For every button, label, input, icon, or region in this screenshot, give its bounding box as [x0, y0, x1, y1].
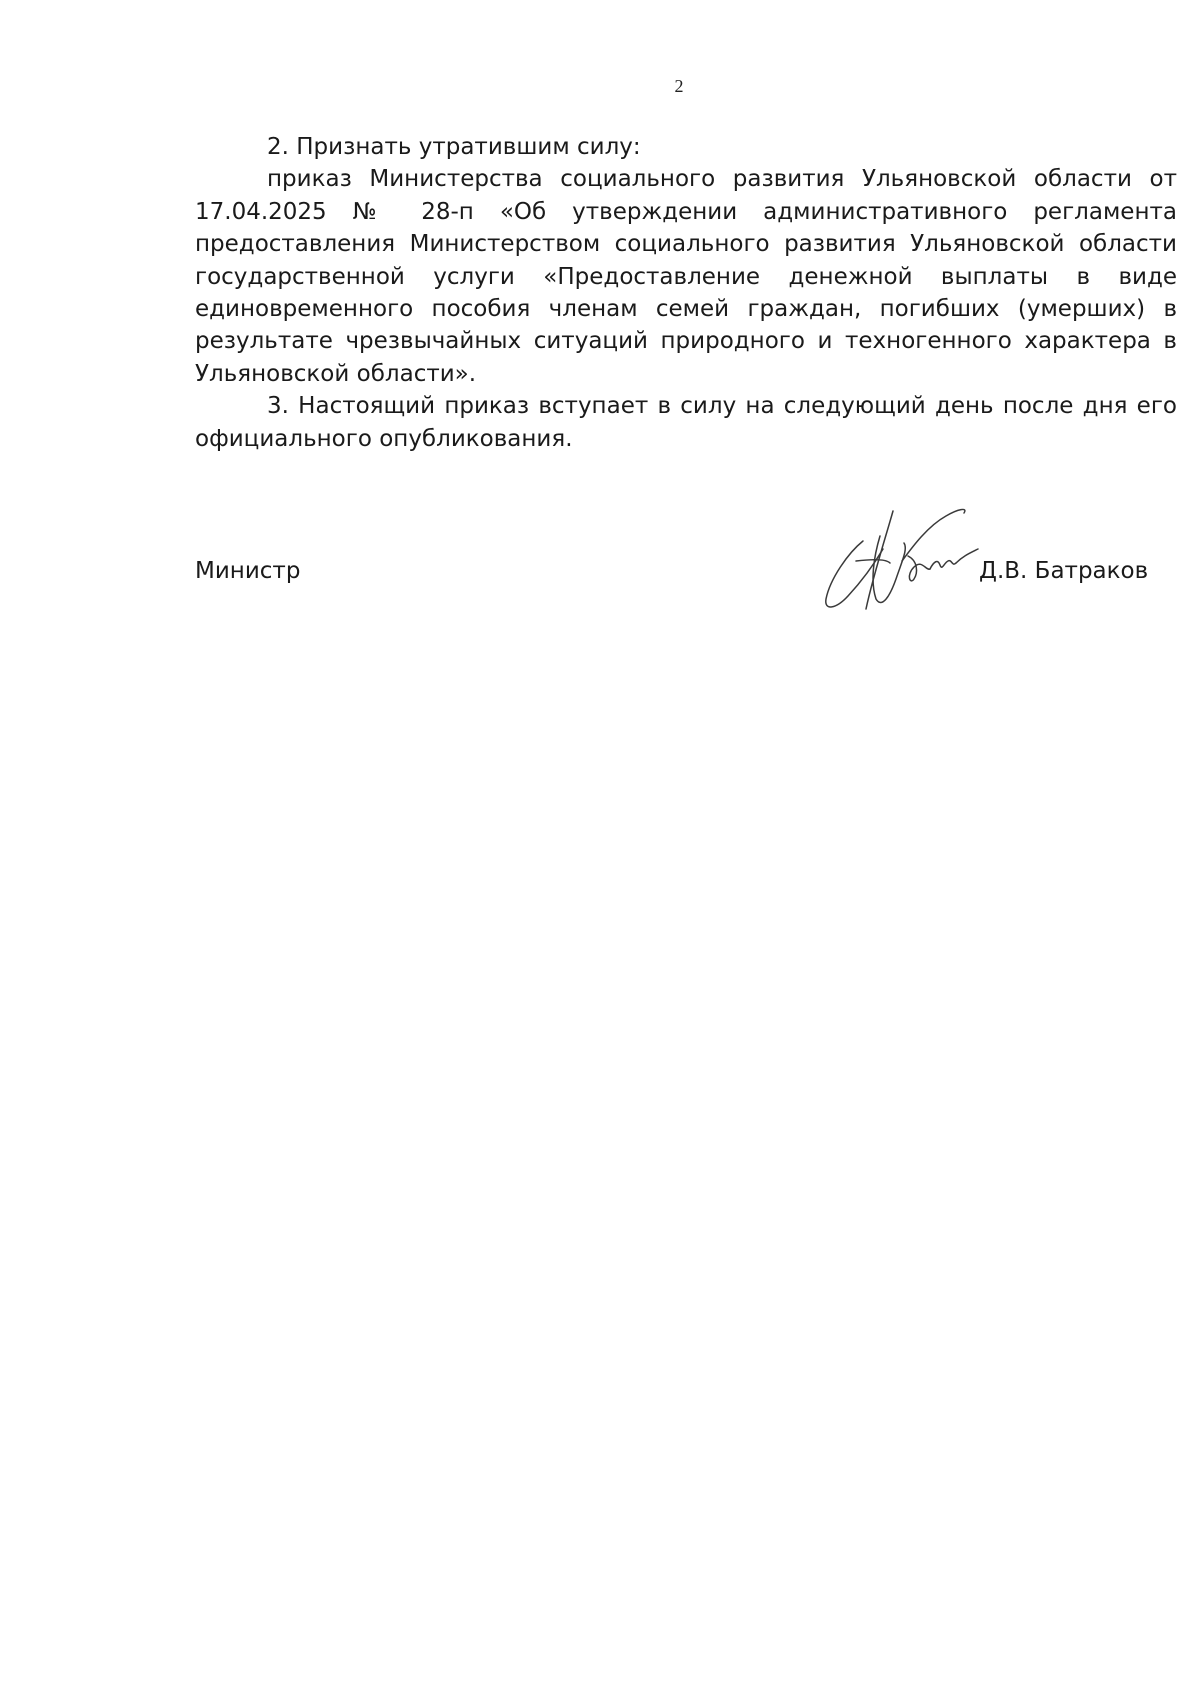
- signer-name: Д.В. Батраков: [979, 558, 1149, 584]
- paragraph-item-3: 3. Настоящий приказ вступает в силу на следующий день после дня его официального опубликования.: [195, 393, 1177, 452]
- handwritten-signature: [818, 501, 988, 616]
- signer-position: Министр: [195, 558, 301, 584]
- signature-block: [0, 505, 1200, 615]
- document-body: [195, 131, 1177, 455]
- paragraph-repealed-order: приказ Министерства социального развития Ульяновской области от 17.04.2025 № 28-п «Об утверждении административного регламента предоставления Министерством социального развития Ульяновской области государственной услуги «Предоставление денежной выплаты в виде единовременного пособия членам семей граждан, погибших (умерших) в результате чрезвычайных ситуаций природного и техногенного характера в Ульяновской области».: [195, 166, 1177, 387]
- paragraph-item-2: 2. Признать утратившим силу:: [267, 134, 641, 160]
- page-number: 2: [674, 76, 684, 96]
